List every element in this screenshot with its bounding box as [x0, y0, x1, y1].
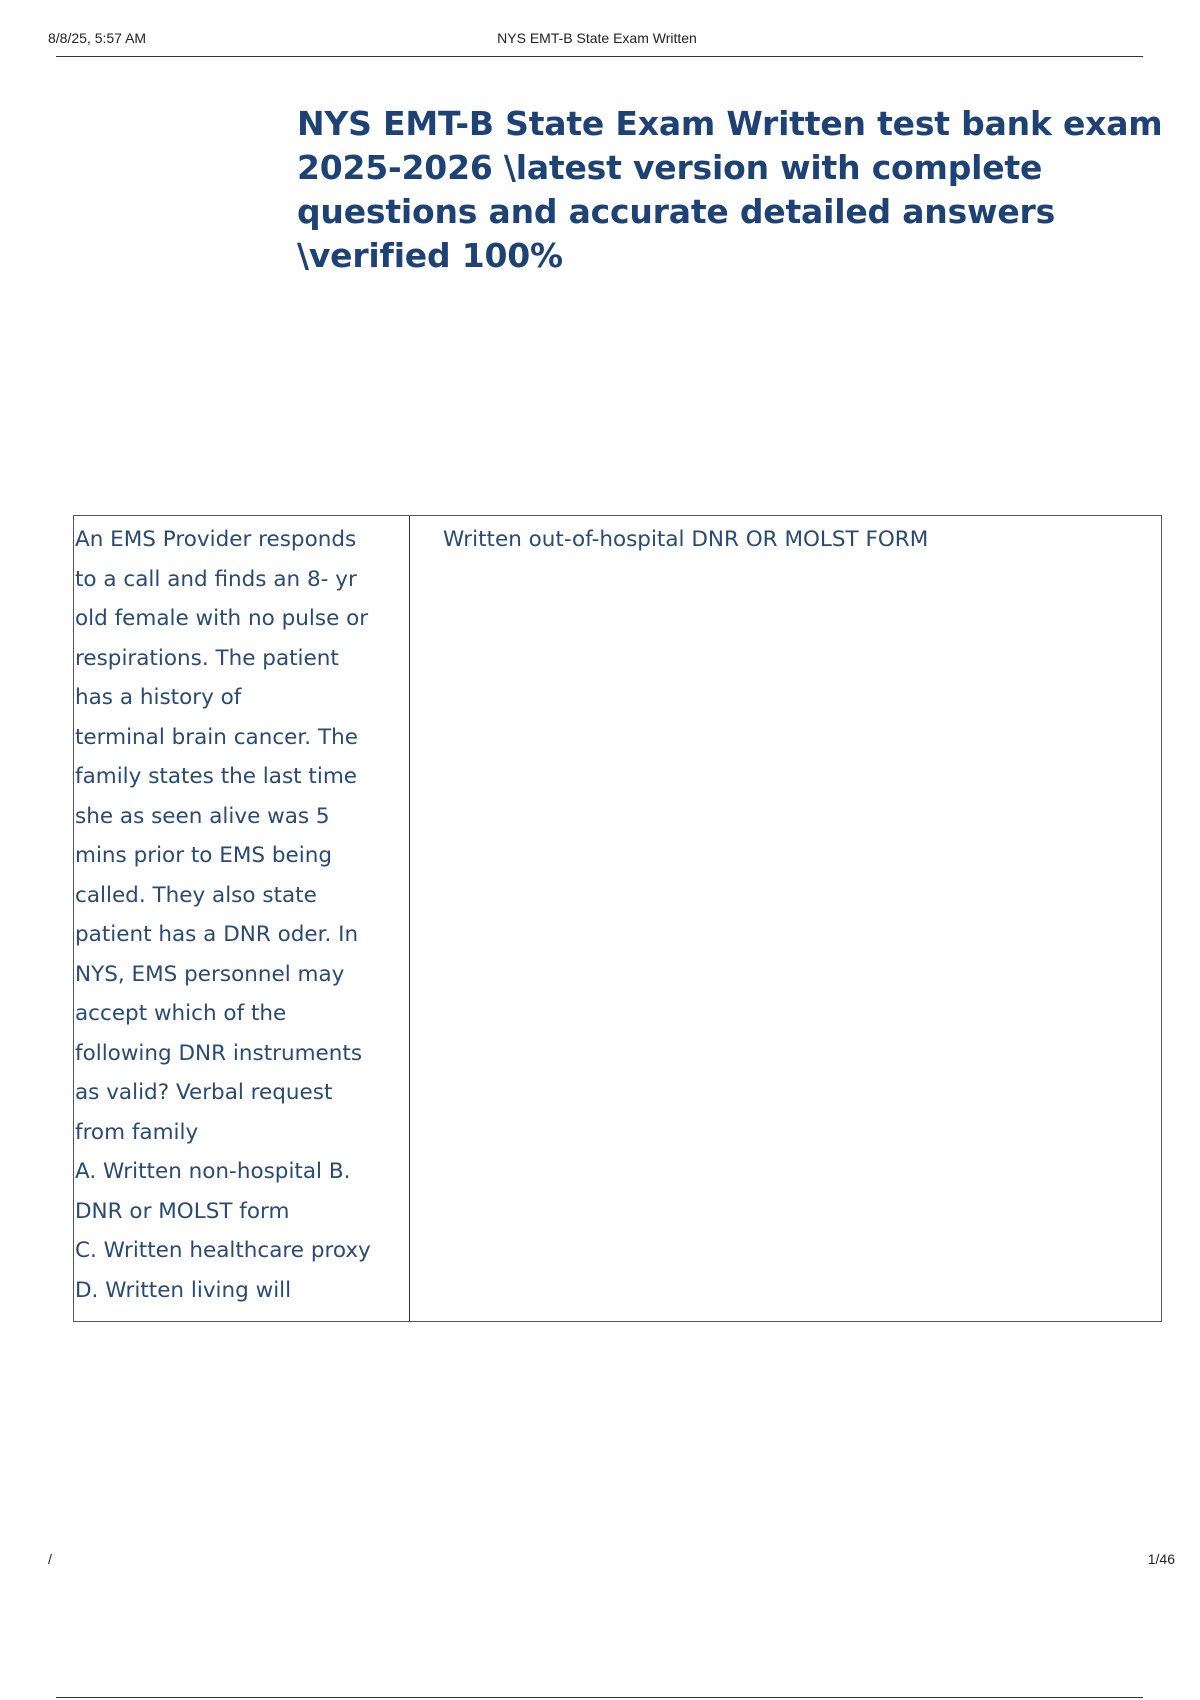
answer-cell [410, 516, 1161, 1321]
question-line: she as seen alive was 5 [75, 803, 330, 829]
footer-divider [56, 1697, 1143, 1698]
question-line: accept which of the [75, 1001, 287, 1026]
question-line: to a call and finds an 8- yr [75, 566, 357, 592]
print-date: 8/8/25, 5:57 AM [48, 30, 147, 46]
question-line: following DNR instruments [75, 1040, 363, 1066]
question-line: called. They also state [75, 882, 317, 908]
page-number: 1/46 [1147, 1551, 1175, 1567]
qa-table [73, 515, 1162, 1322]
question-line: as valid? Verbal request [75, 1080, 333, 1105]
question-line: family states the last time [75, 764, 357, 789]
header-divider [56, 56, 1143, 57]
option-a-line: A. Written non-hospital B. [75, 1159, 351, 1184]
question-line: terminal brain cancer. The [75, 724, 358, 750]
question-line: patient has a DNR oder. In [75, 922, 359, 947]
question-line: mins prior to EMS being [75, 843, 333, 868]
question-line: respirations. The patient [75, 645, 339, 671]
footer-url: / [48, 1551, 52, 1567]
option-b-line: DNR or MOLST form [75, 1198, 290, 1224]
question-line: has a history of [75, 685, 242, 710]
question-cell [74, 516, 410, 1321]
answer-text: Written out-of-hospital DNR OR MOLST FORM [443, 527, 929, 552]
question-line: from family [75, 1119, 199, 1145]
header-title: NYS EMT-B State Exam Written [497, 30, 697, 46]
document-title: NYS EMT-B State Exam Written test bank exam 2025-2026 \latest version with complete questions and accurate detailed answers \verified 100% [297, 104, 1163, 275]
page-header [48, 26, 1146, 56]
option-c-line: C. Written healthcare proxy [75, 1238, 371, 1263]
question-line: NYS, EMS personnel may [75, 961, 345, 987]
question-line: An EMS Provider responds [75, 527, 357, 552]
question-line: old female with no pulse or [75, 606, 369, 631]
option-d-line: D. Written living will [75, 1277, 292, 1303]
